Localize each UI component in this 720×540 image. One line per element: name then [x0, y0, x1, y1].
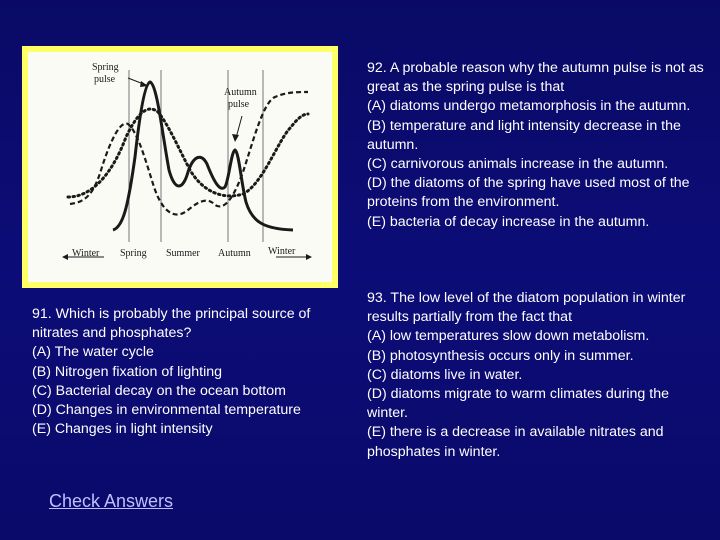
- question-92-option-c: (C) carnivorous animals increase in the autumn.: [367, 156, 669, 173]
- question-91-option-d: (D) Changes in environmental temperature: [32, 402, 301, 419]
- label-season-autumn: Autumn: [218, 248, 251, 259]
- diatom-population-curve: [113, 82, 293, 230]
- question-92-option-e: (E) bacteria of decay increase in the autumn.: [367, 213, 650, 230]
- nutrient-dotted-curve: [68, 109, 308, 197]
- label-spring-pulse-line2: pulse: [94, 74, 116, 85]
- label-season-spring: Spring: [120, 248, 147, 259]
- label-season-winter-left: Winter: [72, 248, 100, 259]
- question-93-option-c: (C) diatoms live in water.: [367, 366, 523, 383]
- autumn-pulse-arrow: [236, 116, 242, 138]
- question-93-option-b: (B) photosynthesis occurs only in summer.: [367, 347, 634, 364]
- question-93-option-a: (A) low temperatures slow down metabolism.: [367, 328, 650, 345]
- question-91-option-c: (C) Bacterial decay on the ocean bottom: [32, 382, 286, 399]
- question-91-option-e: (E) Changes in light intensity: [32, 421, 213, 438]
- question-92-option-b: (B) temperature and light intensity decrease in the autumn.: [367, 117, 681, 153]
- question-93-stem: 93. The low level of the diatom population in winter results partially from the fact that: [367, 290, 686, 326]
- question-92: [367, 59, 707, 232]
- label-season-summer: Summer: [166, 248, 200, 259]
- diatom-graph: [28, 52, 332, 282]
- question-93-option-d: (D) diatoms migrate to warm climates during the winter.: [367, 386, 669, 422]
- question-91: [32, 305, 332, 439]
- temperature-dashed-curve: [70, 92, 308, 215]
- label-season-winter-right: Winter: [268, 246, 296, 257]
- winter-right-arrowhead: [306, 254, 312, 260]
- diatom-graph-svg: [28, 52, 332, 282]
- autumn-pulse-arrowhead: [232, 134, 239, 142]
- question-92-stem: 92. A probable reason why the autumn pulse is not as great as the spring pulse is that: [367, 60, 704, 96]
- question-92-option-d: (D) the diatoms of the spring have used most of the proteins from the environment.: [367, 175, 690, 211]
- question-91-stem: 91. Which is probably the principal source of nitrates and phosphates?: [32, 306, 311, 342]
- figure-frame: [22, 46, 338, 288]
- label-autumn-pulse-line1: Autumn: [224, 87, 257, 98]
- winter-left-arrowhead: [62, 254, 68, 260]
- question-93: [367, 289, 707, 462]
- question-91-option-b: (B) Nitrogen fixation of lighting: [32, 363, 223, 380]
- label-autumn-pulse-line2: pulse: [228, 99, 250, 110]
- label-spring-pulse-line1: Spring: [92, 62, 119, 73]
- check-answers-link[interactable]: Check Answers: [49, 491, 174, 511]
- question-92-option-a: (A) diatoms undergo metamorphosis in the autumn.: [367, 98, 691, 115]
- question-93-option-e: (E) there is a decrease in available nitrates and phosphates in winter.: [367, 424, 664, 460]
- question-91-option-a: (A) The water cycle: [32, 344, 154, 361]
